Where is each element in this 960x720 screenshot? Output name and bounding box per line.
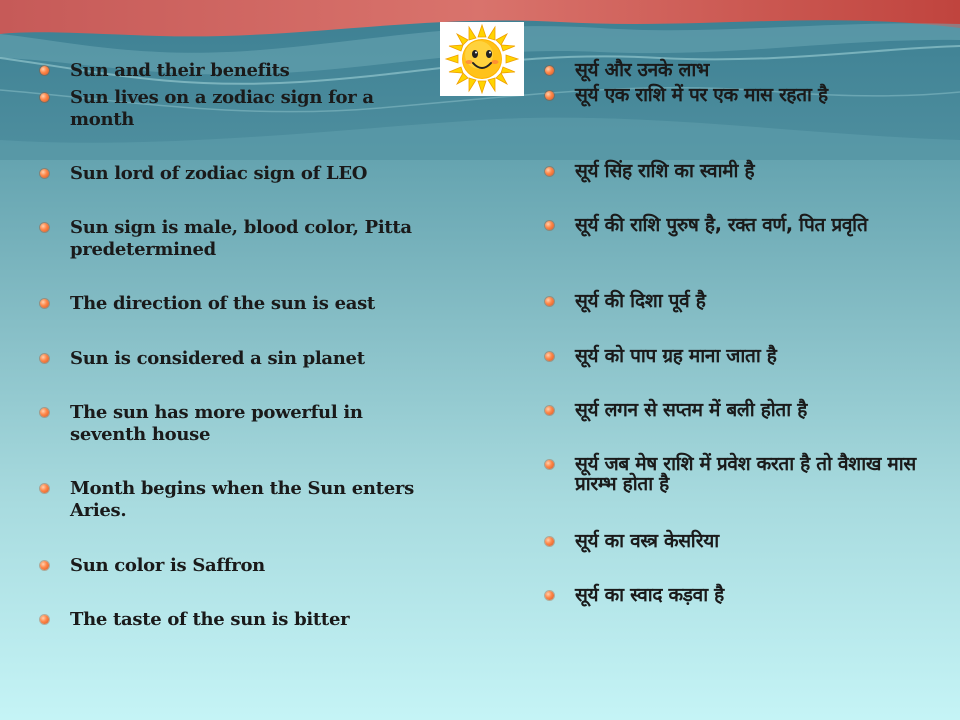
sun-image [440,22,524,96]
bullet-dot-icon [40,93,49,102]
bullet-dot-icon [545,167,554,176]
hindi-item-text: सूर्य की राशि पुरुष है, रक्त वर्ण, पित प्रवृति [575,214,868,236]
bullet-dot-icon [545,352,554,361]
bullet-dot-icon [40,299,49,308]
english-item-text: Sun color is Saffron [70,555,265,576]
bullet-dot-icon [545,91,554,100]
bullet-dot-icon [545,460,554,469]
hindi-item-text: सूर्य का वस्त्र केसरिया [575,530,719,552]
bullet-dot-icon [545,66,554,75]
hindi-item-text: सूर्य एक राशि में पर एक मास रहता है [575,84,828,106]
hindi-item-text: सूर्य जब मेष राशि में प्रवेश करता है तो वैशाख मास प्रारम्भ होता है [575,453,916,495]
hindi-item-text: सूर्य का स्वाद कड़वा है [575,584,724,606]
english-item-text: The direction of the sun is east [70,293,375,314]
bullet-dot-icon [545,297,554,306]
english-item-text: The sun has more powerful in seventh house [70,402,363,445]
english-item-text: Sun and their benefits [70,60,290,81]
bullet-dot-icon [40,223,49,232]
smiling-sun-icon [440,22,524,96]
english-item-text: Month begins when the Sun enters Aries. [70,478,414,521]
hindi-item-text: सूर्य सिंह राशि का स्वामी है [575,160,755,182]
english-item-text: Sun lord of zodiac sign of LEO [70,163,368,184]
bullet-dot-icon [40,169,49,178]
bullet-dot-icon [545,406,554,415]
bullet-dot-icon [40,66,49,75]
hindi-item-text: सूर्य लगन से सप्तम में बली होता है [575,399,807,421]
english-item-text: Sun sign is male, blood color, Pitta predetermined [70,217,412,260]
english-item-text: Sun is considered a sin planet [70,348,365,369]
bullet-dot-icon [40,408,49,417]
english-item-text: The taste of the sun is bitter [70,609,350,630]
hindi-item-text: सूर्य और उनके लाभ [575,59,710,81]
bullet-dot-icon [40,484,49,493]
bullet-dot-icon [545,221,554,230]
bullet-dot-icon [40,561,49,570]
bullet-dot-icon [40,615,49,624]
english-item-text: Sun lives on a zodiac sign for a month [70,87,374,130]
bullet-dot-icon [545,537,554,546]
hindi-item-text: सूर्य को पाप ग्रह माना जाता है [575,345,777,367]
bullet-dot-icon [40,354,49,363]
hindi-item-text: सूर्य की दिशा पूर्व है [575,290,706,312]
bullet-dot-icon [545,591,554,600]
